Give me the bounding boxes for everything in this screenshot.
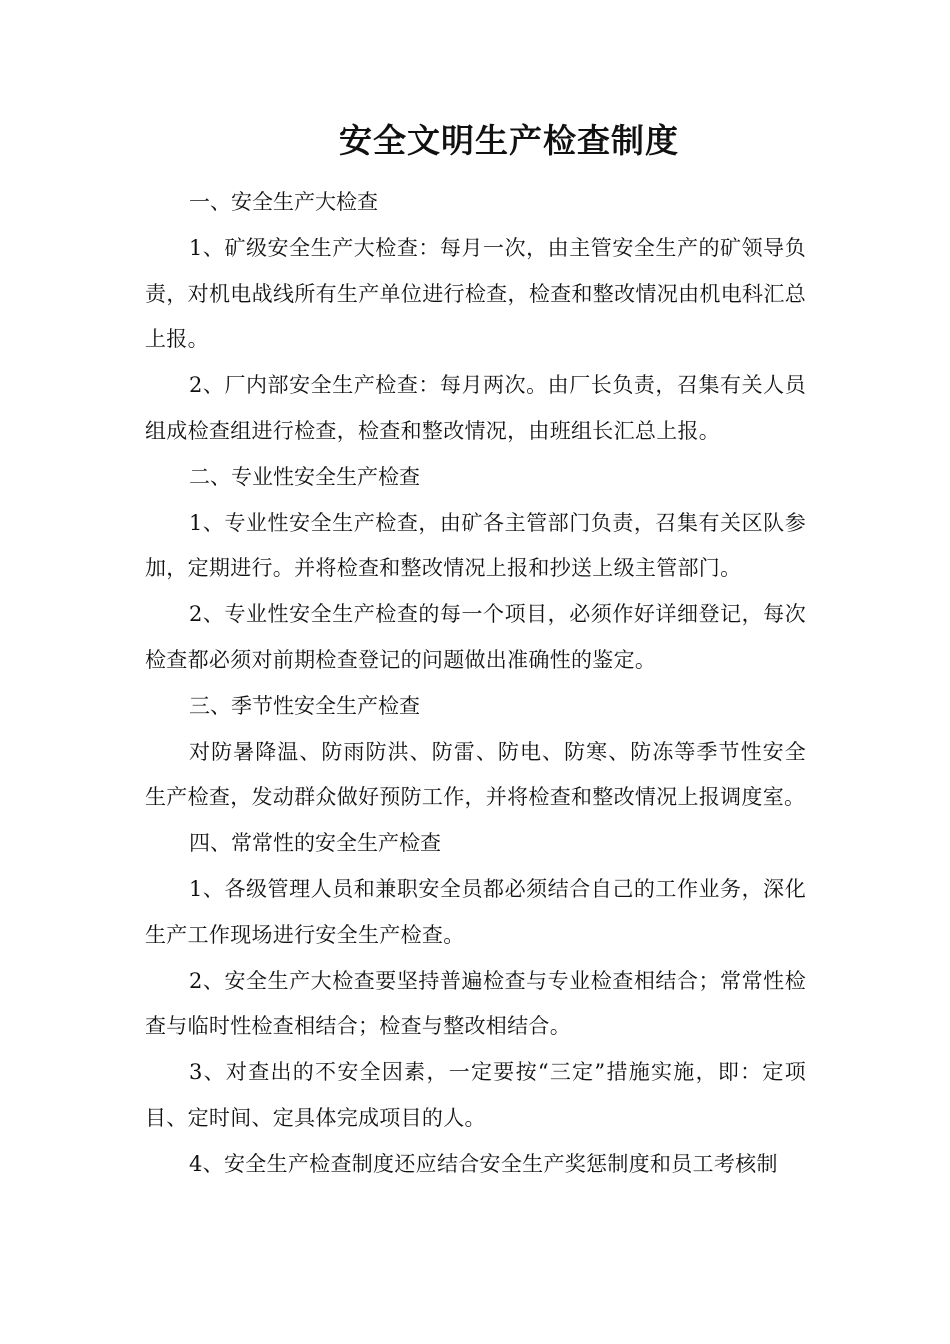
- paragraph: 4、安全生产检查制度还应结合安全生产奖惩制度和员工考核制: [189, 1151, 778, 1176]
- section-heading-3: 三、季节性安全生产检查: [189, 693, 420, 718]
- paragraph: 1、矿级安全生产大检查：每月一次，由主管安全生产的矿领导负责，对机电战线所有生产单位进行检查，检查和整改情况由机电科汇总上报。: [145, 235, 806, 352]
- section-heading-1: 一、安全生产大检查: [189, 190, 378, 214]
- paragraph: 对防暑降温、防雨防洪、防雷、防电、防寒、防冻等季节性安全生产检查，发动群众做好预防工作，并将检查和整改情况上报调度室。: [145, 739, 806, 810]
- section-heading-4: 四、常常性的安全生产检查: [189, 831, 441, 856]
- document-title: 安全文明生产检查制度: [339, 121, 679, 160]
- paragraph: 2、安全生产大检查要坚持普遍检查与专业检查相结合；常常性检查与临时性检查相结合；检查与整改相结合。: [145, 968, 806, 1039]
- paragraph: 1、专业性安全生产检查，由矿各主管部门负责，召集有关区队参加，定期进行。并将检查和整改情况上报和抄送上级主管部门。: [145, 510, 806, 581]
- paragraph: 3、对查出的不安全因素，一定要按“三定”措施实施，即：定项目、定时间、定具体完成项目的人。: [145, 1060, 806, 1130]
- document-body: [145, 180, 806, 1188]
- paragraph: 1、各级管理人员和兼职安全员都必须结合自己的工作业务，深化生产工作现场进行安全生产检查。: [145, 876, 806, 947]
- paragraph: 2、专业性安全生产检查的每一个项目，必须作好详细登记，每次检查都必须对前期检查登记的问题做出准确性的鉴定。: [145, 602, 806, 672]
- section-heading-2: 二、专业性安全生产检查: [189, 464, 420, 489]
- paragraph: 2、厂内部安全生产检查：每月两次。由厂长负责，召集有关人员组成检查组进行检查，检查和整改情况，由班组长汇总上报。: [145, 373, 806, 443]
